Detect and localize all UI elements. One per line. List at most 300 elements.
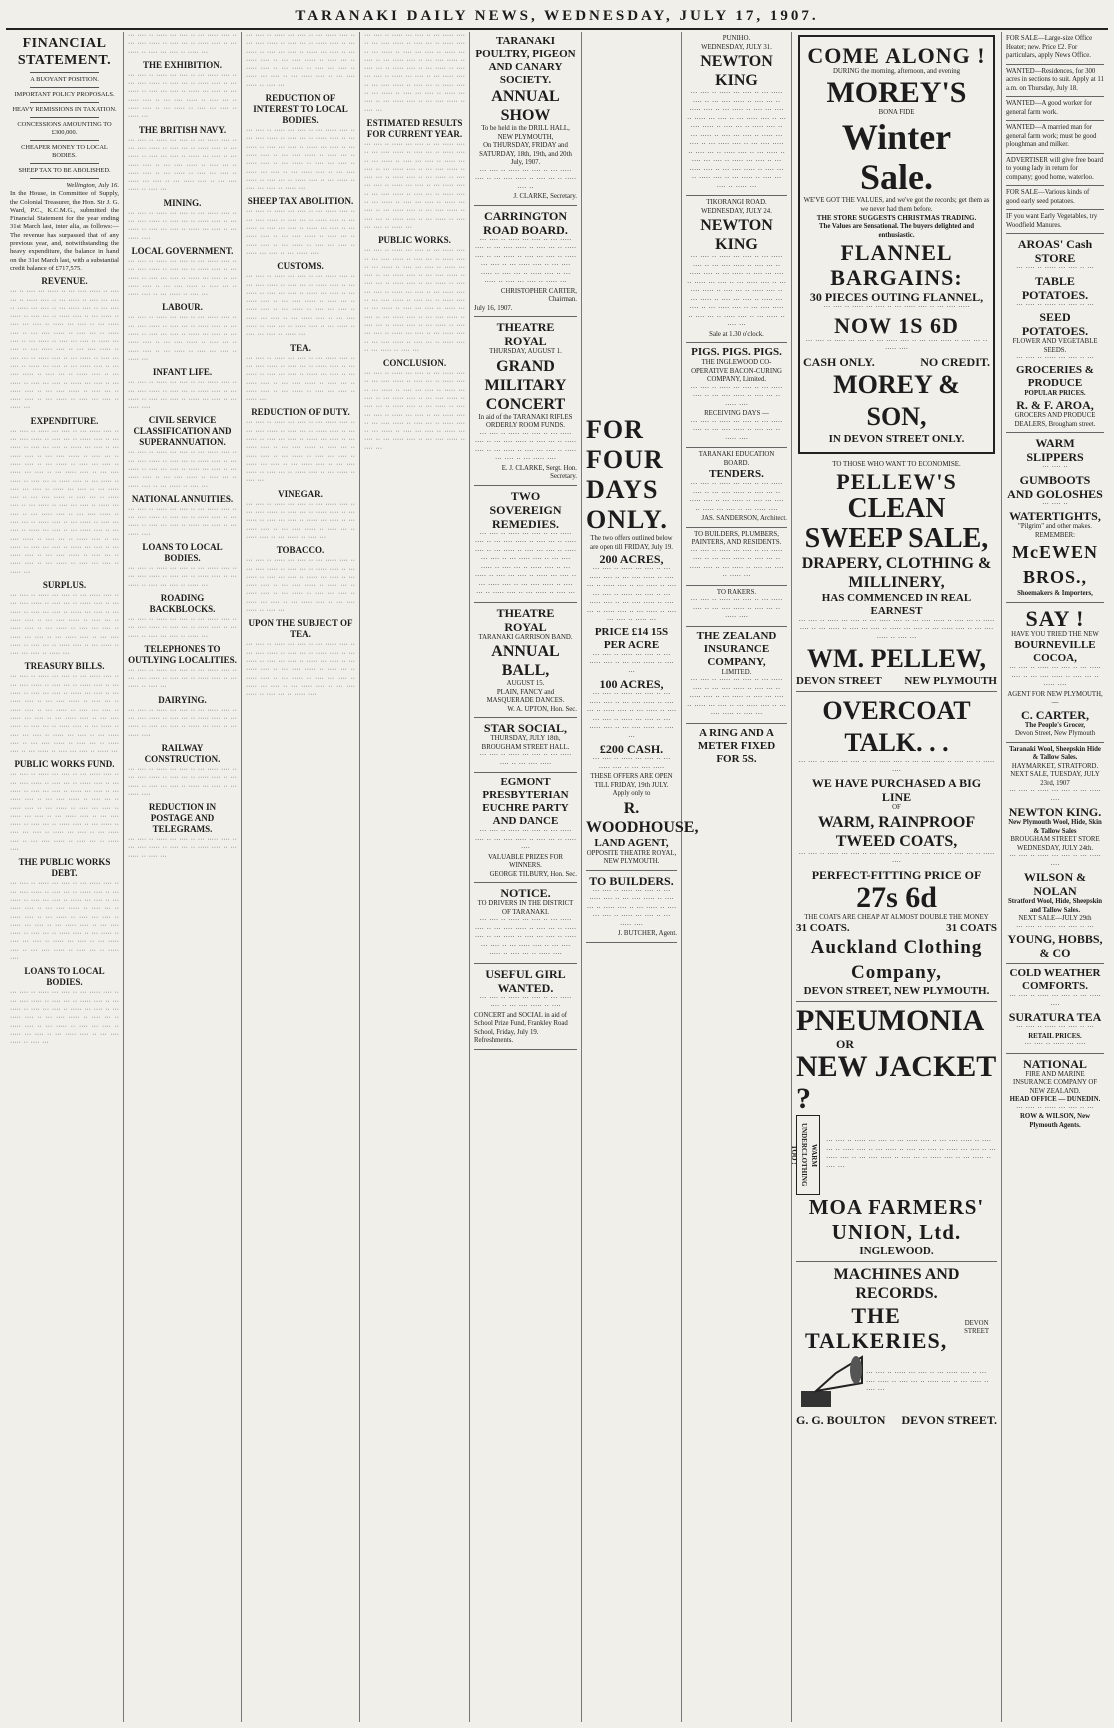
coat-price: 27s 6d [856,880,937,914]
national: NATIONAL [1023,1056,1087,1071]
section-labour: LABOUR. [162,302,203,313]
carter: C. CARTER, [1021,707,1089,722]
next-sale-2: WEDNESDAY, JULY 24th. [1016,844,1094,852]
carrington-title: CARRINGTON ROAD BOARD. [483,208,568,237]
newton-king: NEWTON KING. [1008,805,1102,819]
auckland-address: DEVON STREET, NEW PLYMOUTH. [803,985,990,997]
acres-2: 100 ACRES, [599,677,664,691]
next-sale-1: NEXT SALE, TUESDAY, JULY 23rd, 1907 [1010,771,1100,787]
purchased: WE HAVE PURCHASED A BIG LINE [811,776,982,804]
headline: FINANCIAL STATEMENT. [17,36,112,68]
builders-sign: J. BUTCHER, Agent. [617,930,677,937]
ad-body: ··· ···· ·· ····· ··· ···· ·· ··· ····· ···· ·· ··· ···· ····· ·· ···· ··· ·· ····· ···· [690,384,783,409]
section-exhibition: THE EXHIBITION. [142,59,223,70]
insurance-ad [686,627,787,724]
ball-title: ANNUAL BALL, [491,643,560,679]
talkeries-ad [796,1262,997,1430]
flannel-bargains: FLANNEL BARGAINS: [830,240,963,290]
new-plymouth: NEW PLYMOUTH [904,675,997,687]
section-customs: CUSTOMS. [277,261,324,272]
acres-1: 200 ACRES, [599,552,664,566]
sale-time: Sale at 1.30 o'clock. [709,330,764,338]
body-text: ··· ···· ·· ····· ··· ···· ·· ··· ····· ···· ·· ··· ···· ····· ·· ···· ··· ·· ····· ···· ·· ··· ····· ·· ···· ··· ···· ·· ····· ··· ···· ·· ··· ····· ···· ·· ··· ···· ····· ·· ···· ··· ·· ····· ···· ·· ··· ····· ·· ···· ··· ···· ·· ····· ··· ···· ·· ··· ····· ···· ·· ··· ···· ····· ·· ···· ··· [128,136,237,194]
ad-body: ··· ···· ·· ····· ··· ···· ·· ··· ····· ···· ·· ··· ···· ····· ·· ···· ··· ·· ····· ···· [798,850,995,866]
column-financial [6,32,124,1722]
row-wilson: ROW & WILSON, New Plymouth Agents. [1020,1113,1090,1129]
column-estimates [360,32,470,1722]
architect-sign: JAS. SANDERSON, Architect. [701,515,787,522]
subhead-3: HEAVY REMISSIONS IN TAXATION. [12,106,117,113]
section-sheep-tax: SHEEP TAX ABOLITION. [247,196,354,207]
gumboots: GUMBOOTS AND GOLOSHES [1007,472,1103,501]
machines-records: MACHINES AND RECORDS. [833,1266,960,1302]
body-text: ··· ···· ·· ····· ··· ···· ·· ··· ····· ···· ·· ··· ···· ····· ·· ···· ··· ·· ····· ···· ·· ··· ····· ·· ···· ··· ···· ·· ····· ··· ···· ·· ··· ····· ···· ·· ··· ···· ····· ·· ···· ··· ·· ····· ···· ·· ··· ····· ·· ···· ··· ···· ·· ····· ··· [128,71,237,121]
store-suggests: THE STORE SUGGESTS CHRISTMAS TRADING. [816,214,977,222]
notice-ad [474,883,577,964]
body-text: ··· ···· ·· ····· ··· ···· ·· ··· ····· ···· ·· ··· ···· ····· ·· ···· ··· ·· ····· ···· ·· ··· ····· ·· ···· ··· ···· ·· ····· ··· ···· ·· ··· ····· ···· ·· ··· ···· ····· ·· ···· ··· ·· ····· ···· ·· ··· ····· ·· ···· ··· ···· ·· ····· ··· ···· ·· ··· ····· ···· [246,208,355,257]
section-navy: THE BRITISH NAVY. [138,124,227,135]
classified-4 [1006,121,1104,154]
masthead-title: TARANAKI DAILY NEWS, WEDNESDAY, JULY 17, 1907. [295,8,819,24]
clean-sweep: CLEAN SWEEP SALE, [804,492,989,554]
body-text: ··· ···· ·· ····· ··· ···· ·· ··· ····· ···· ·· ··· ···· ····· ·· ···· ··· ·· ····· ···· ·· ··· ····· ·· ···· ··· ···· ·· ····· ··· ···· ·· ··· ····· ···· [128,209,237,242]
warm-coats: WARM, RAINPROOF TWEED COATS, [817,813,976,850]
ad-body: ··· ···· ·· ····· ··· ···· ·· ··· ····· ···· ·· ··· ···· ····· ·· ···· ··· ·· ····· ···· [690,418,783,443]
tikorangi-ad [686,196,787,343]
ad-body: ··· ···· ·· ····· ··· ···· ·· ··· ····· ···· ·· ··· ···· ····· [823,304,970,311]
bourneville: BOURNEVILLE COCOA, [1014,639,1096,664]
section-telephones: TELEPHONES TO OUTLYING LOCALITIES. [128,643,237,665]
theatre-aid: In aid of the TARANAKI RIFLES ORDERLY ROOM FUNDS. [478,413,573,429]
agent-name: R. WOODHOUSE, [586,799,699,836]
bona-fide: BONA FIDE [878,108,915,116]
national-sub: FIRE AND MARINE INSURANCE COMPANY OF NEW ZEALAND. [1012,1070,1098,1095]
aroas-store: AROAS' Cash STORE [1017,237,1093,265]
new-jacket: NEW JACKET ? [796,1050,996,1115]
drapery: DRAPERY, CLOTHING & MILLINERY, [801,554,992,591]
body-text: ··· ···· ·· ····· ··· ···· ·· ··· ····· ···· ·· ··· ···· ····· ·· ···· ··· ·· ····· ···· ·· ··· ····· ·· ···· ··· ···· ·· ····· ··· ···· ·· ··· ····· ···· ·· ··· ···· ····· ·· ···· ··· ·· ····· ···· ·· ··· ····· ·· ···· ··· ···· ·· ····· ··· ···· ·· ··· ····· ···· ·· ··· ···· ····· ·· ···· ··· ·· ····· ···· ·· ··· ····· ·· ···· ··· ···· ·· ····· ··· [246,273,355,339]
ad-body: ··· ···· ·· ····· ··· ···· ·· ··· ····· ···· ·· ··· ···· ····· ·· ···· ··· ·· ····· ···· ·· ··· ····· ·· ···· ··· ···· ·· ····· ··· ···· ·· ··· ····· ···· ·· ··· ···· ····· ·· ···· ··· ·· ····· ···· ·· ··· ····· ·· ···· ··· ···· ·· ····· ··· ···· ·· ··· ····· ···· ·· ··· ···· ····· ·· ···· ··· ·· ····· ···· ·· ··· ····· ·· ···· ··· ···· ·· ····· ··· ···· ·· ··· ····· ···· ·· ··· ···· ····· ·· ···· ··· ·· ····· ···· ·· ··· ····· ·· ···· ··· ···· ·· ····· ··· [687,90,786,191]
flower-seeds: FLOWER AND VEGETABLE SEEDS. [1012,338,1098,354]
boulton: G. G. BOULTON [796,1413,886,1427]
body-text: ··· ···· ·· ····· ··· ···· ·· ··· ····· ···· ·· ··· ···· ····· ·· ···· ··· ·· ····· ···· ·· ··· ····· ·· ···· ··· ···· ·· ····· ··· ···· ·· ··· ····· ···· [128,706,237,739]
section-revenue: REVENUE. [41,276,88,287]
star-social-ad [474,718,577,773]
ad-body: ··· ···· ·· ····· ··· ···· ·· ··· ····· ···· ·· ··· ···· ····· ·· ···· ··· [589,651,674,676]
concert-notice: CONCERT and SOCIAL in aid of School Prize Fund, Frankley Road School, Friday, July 19. Refreshments. [474,1011,568,1044]
wool-3: Stratford Wool, Hide, Sheepskin and Tallow Sales. [1007,898,1103,914]
sensational: The Values are Sensational. The buyers delighted and enthusiastic. [819,223,974,239]
ball-sign: W. A. UPTON, Hon. Sec. [507,705,577,713]
section-civil-service: CIVIL SERVICE CLASSIFICATION AND SUPERANNUATION. [133,415,232,448]
section-tobacco: TOBACCO. [276,545,325,556]
head-office: HEAD OFFICE — DUNEDIN. [1009,1096,1101,1103]
retail-prices: RETAIL PRICES. [1028,1032,1082,1040]
ad-body: ··· ···· ·· ····· ··· ···· ·· ··· ····· ···· [1009,788,1101,804]
subhead-5: CHEAPER MONEY TO LOCAL BODIES. [21,144,108,159]
ad-body: ··· ···· ·· ····· ··· ···· ·· ··· [1016,265,1094,272]
ad-body: ··· ···· ·· ····· ··· ···· [1024,1041,1086,1048]
ad-body: ··· ···· ·· ····· ··· ···· ·· ··· ····· ···· ·· ··· ···· ····· ·· ···· ··· ·· ····· ···· ·· ··· ····· ·· ···· ··· ···· ·· ····· ··· ···· ·· ··· ····· ···· ·· ··· ···· ····· ·· ···· ··· [798,617,995,642]
column-classifieds [1002,32,1108,1722]
section-loans-local: LOANS TO LOCAL BODIES. [142,542,223,564]
carter-address: Devon Street, New Plymouth [1014,730,1096,737]
classified-7 [1006,210,1104,234]
section-surplus: SURPLUS. [42,580,87,591]
national-insurance-ad [1006,1054,1104,1134]
column-auctions [682,32,792,1722]
ad-body: ··· ···· ·· ····· ··· ···· ·· ··· ····· ···· ·· ··· ···· ····· ·· ···· ··· ·· ····· ···· ·· ··· ····· ·· ···· ··· [866,1370,989,1395]
phonograph-icon [796,1353,866,1413]
of: OF [892,804,901,811]
ad-body: ··· ···· ·· ····· ··· ···· ·· ··· ····· ···· ·· ··· ···· ····· ·· ···· ··· ·· ····· ···· ·· ··· ····· ·· ···· ··· ···· ·· ····· ··· ···· ·· ··· ····· ···· ·· ··· ···· ····· ·· ···· ··· [687,677,786,718]
body-text: ··· ···· ·· ····· ··· ···· ·· ··· ····· ···· ·· ··· ···· ····· ·· ···· ··· ·· ····· ···· ·· ··· ····· ·· ···· ··· ···· ·· ····· ··· ···· ·· ··· ····· ···· ·· ··· ···· ····· ·· ···· ··· ·· ····· ···· ·· ··· ····· ·· ···· ··· ···· ·· ····· ··· ···· ·· ··· ····· ···· ·· ··· ···· ····· ·· ···· ··· ·· ····· ···· ·· ··· ····· ·· ···· ··· ···· ·· ····· ··· ···· ·· ··· ····· ···· ·· ··· ···· ····· ·· ···· ··· ·· ····· ···· [10,880,119,963]
section-infant-life: INFANT LIFE. [152,367,213,378]
body-text: ··· ···· ·· ····· ··· ···· ·· ··· ····· ···· ·· ··· ···· ····· ·· ···· ··· ·· ····· ···· ·· ··· ····· ·· ···· ··· ···· ·· ····· ··· ···· ·· ··· ····· ···· ·· ··· ···· ····· ·· ···· ··· ·· ····· ···· ·· ··· ····· ·· ···· ··· ···· ·· ····· ··· ···· ·· ··· ····· ···· ·· ··· ···· ····· ·· ···· ··· ·· ····· ···· ·· ··· ····· ·· ···· ··· ···· ·· ····· ··· ···· ·· ··· ····· ···· ·· ··· ···· ····· ·· ···· ··· [364,32,465,114]
moreys: MOREY'S [826,75,967,109]
ad-body: ··· ···· ·· ····· ··· ···· ·· ··· ····· ···· ·· ··· ···· ····· ·· ···· ··· ·· ····· ···· [798,759,995,775]
theatre-sign: E. J. CLARKE, Sergt. Hon. Secretary. [501,464,577,480]
star-venue: BROUGHAM STREET HALL. [481,743,570,751]
now-price: NOW 1S 6D [834,312,959,338]
poultry-show: ANNUAL SHOW [491,88,560,124]
section-postage: REDUCTION IN POSTAGE AND TELEGRAMS. [148,802,217,835]
body-text: ··· ···· ·· ····· ··· ···· ·· ··· ····· ···· ·· ··· ···· ····· ·· ···· ··· ·· ····· ···· ·· ··· ····· ·· ···· ··· ···· ·· ····· ··· ···· ·· ··· ····· ···· [128,505,237,538]
tikorangi-date: WEDNESDAY, JULY 24. [701,207,772,215]
remember: REMEMBER: [1034,531,1076,539]
warm-slippers: WARM SLIPPERS [1026,436,1084,464]
section-loans: LOANS TO LOCAL BODIES. [24,966,105,988]
body-text: ··· ···· ·· ····· ··· ···· ·· ··· ····· ···· ·· ··· ···· ····· ·· ···· ··· ·· ····· ···· ·· ··· ····· ·· ···· ··· ···· ·· ····· ··· ···· ·· ··· ····· ···· ·· ··· ···· ····· ·· ···· ··· ·· ····· ···· ·· ··· ····· ·· ···· ··· ···· ·· ····· ··· ···· ·· ··· ····· ···· ·· ··· ···· ····· ·· ···· ··· [246,557,355,615]
body-text: ··· ···· ·· ····· ··· ···· ·· ··· ····· ···· ·· ··· ···· ····· ·· ···· ··· ·· ····· ···· ·· ··· ····· ·· ···· ··· ···· ·· ····· ··· ···· ·· ··· ····· ···· ·· ··· ···· ····· ·· ···· ··· ·· ····· ···· ·· ··· ····· ·· ···· ··· ···· ·· ····· ··· ···· ·· ··· ····· ···· ·· ··· ···· ····· ·· ···· ··· ·· ····· ···· ·· ··· ····· ·· ···· ··· ···· ·· ····· ··· ···· ·· ··· ····· ···· ·· ··· ···· ····· ·· ···· ··· ·· ····· ···· ·· ··· ····· ·· ···· ··· ···· ·· ····· ··· [364,140,465,231]
section-railway: RAILWAY CONSTRUCTION. [144,742,221,764]
plumbers-ad [686,528,787,586]
peoples-grocer: The People's Grocer, [1024,721,1086,729]
section-expenditure: EXPENDITURE. [30,415,99,426]
ad-body: ··· ···· ·· ····· ··· ···· ·· ··· ····· ···· [1009,853,1101,869]
band-name: TARANAKI GARRISON BAND. [478,633,573,641]
newton-king-title: NEWTON KING [700,53,773,89]
ring-meter: A RING AND A METER FIXED FOR 5S. [697,726,776,765]
body-text: ··· ···· ·· ····· ··· ···· ·· ··· ····· ···· ·· ··· ···· ····· ·· ···· ··· ·· ····· ···· ·· ··· ····· ·· ···· ··· ···· ·· ····· ··· ···· ·· ··· ····· ···· [128,765,237,798]
during: DURING the morning, afternoon, and evening [832,68,961,75]
talkeries-street: DEVON STREET [964,1319,990,1335]
cheap: THE COATS ARE CHEAP AT ALMOST DOUBLE THE MONEY [804,913,989,921]
classified-text: FOR SALE—Large-size Office Heater; new. Price £2. For particulars, apply News Office. [1006,35,1093,59]
body-text: ··· ·· ···· ··· ····· ·· ··· ···· ····· ·· ···· ··· ·· ····· ···· ·· ··· ····· ·· ···· ··· ···· ·· ····· ··· ···· ·· ··· ····· ···· ·· ··· ···· ····· ·· ···· ··· ·· ····· ···· ·· ··· ····· ·· ···· ··· ···· ·· ····· ··· ···· ·· ··· ····· ···· ·· ··· ···· ····· ·· ···· ··· ·· ····· ···· ·· ··· ····· ·· ···· ··· ···· ·· ····· ··· ···· ·· ··· ····· ···· ·· ··· ···· ····· ·· ···· ··· ·· ····· ···· ·· ··· ····· ·· ···· ··· ···· ·· ····· ··· ···· ·· ··· ····· ···· ·· ··· ···· ····· ·· ···· ··· ·· ····· ···· ·· ··· ····· ·· ···· ··· ···· ·· ····· ··· ···· ·· ··· ····· ···· ·· ··· ···· ····· ·· ···· ··· ·· ····· ···· ·· ··· ····· ·· ···· ··· ···· ·· ····· ··· [10,288,119,412]
section-vinegar: VINEGAR. [278,488,323,499]
seed-potatoes: SEED POTATOES. [1021,310,1089,338]
notice-sub: TO DRIVERS IN THE DISTRICT OF TARANAKI. [477,900,574,916]
classified-text: WANTED—Residences, for 300 acres in sections to suit. Apply at 11 a.m. on Thursday, July 18. [1006,67,1104,92]
remedies-ad [474,486,577,603]
ad-body: ··· ···· ·· ····· ··· ···· ·· ··· ····· ···· ·· ··· ···· ····· ·· ···· [479,994,572,1010]
overcoat-talk: OVERCOAT TALK. . . [822,696,971,757]
winter-sale: Winter Sale. [841,117,952,197]
pneumonia-body [790,1115,997,1195]
wanted-ad [474,964,577,1050]
body-text: ··· ···· ·· ····· ··· ···· ·· ··· ····· ···· ·· ··· ···· ····· ·· ···· ··· ·· ····· ···· ·· ··· ····· ·· ···· ··· ···· ·· ····· ··· ···· ·· ··· ····· ···· ·· ··· ···· ····· ·· ···· ··· ·· ····· ···· ·· ··· ····· ·· ···· ··· ···· ·· ····· ··· ···· ·· ··· ····· ···· ·· ··· ···· ····· ·· ···· ··· ·· ····· ···· ·· ··· ····· ·· ···· ··· ···· ·· ····· ··· ···· ·· ··· ····· ···· ·· ··· ···· ····· ·· ···· ··· ·· ····· ···· [10,771,119,854]
body-text: ··· ···· ·· ····· ··· ···· ·· ··· ····· ···· ·· ··· ···· ····· ·· ···· ··· ·· ····· ···· ·· ··· ····· ·· ···· ··· ···· ·· ····· ··· [128,615,237,640]
body-text: ··· ···· ·· ····· ··· ···· ·· ··· ····· ···· ·· ··· ···· ····· ·· ···· ··· ·· ····· ···· ·· ··· ····· ·· ···· ··· ···· ·· ····· ··· ···· ·· ··· ····· ···· ·· ··· ···· ····· ·· ···· ··· ·· ····· ···· ·· ··· ····· ·· ···· ··· ···· ·· ····· ··· [128,314,237,363]
morey-winter-sale-ad [798,35,995,454]
ball-date: AUGUST 15. [506,680,545,687]
puniho: PUNIHO. [722,35,751,42]
ad-body: ··· ···· ·· ····· ··· ···· ·· ··· ····· ···· ·· ··· ···· ····· ·· ···· ··· ·· ····· ···· [1009,665,1101,689]
four-days: FOR FOUR DAYS ONLY. [586,415,668,534]
body-text: ··· ···· ·· ····· ··· ···· ·· ··· ····· ···· ·· ··· ···· ····· ·· ···· ··· ·· ····· ···· ·· ··· ····· ·· ···· ··· ···· ·· ····· ··· [128,565,237,589]
classified-2 [1006,65,1104,98]
these-offers: THESE OFFERS ARE OPEN TILL FRIDAY, 19th JULY. [590,773,673,789]
insurance-title: THE ZEALAND INSURANCE COMPANY, [696,629,777,668]
coats-31-left: 31 COATS. [796,922,850,934]
ad-body: ··· ···· ·· ····· ··· ···· ·· ··· [1016,1104,1094,1112]
moa-farmers: MOA FARMERS' UNION, Ltd. [808,1195,985,1244]
classified-3 [1006,97,1104,121]
coats-row [796,922,997,935]
say: SAY ! [1025,605,1085,631]
come-along: COME ALONG ! [807,43,986,68]
body-text: ··· ···· ·· ····· ··· ···· ·· ··· ····· ···· ·· ··· ···· ····· ·· ···· ··· ·· ····· ···· ·· ··· ····· ·· ···· ··· [128,666,237,691]
masthead [6,4,1108,30]
wool-2: New Plymouth Wool, Hide, Skin & Tallow Sales [1008,819,1102,835]
education-board: TARANAKI EDUCATION BOARD. [698,451,775,467]
body-text: ··· ···· ·· ····· ··· ···· ·· ··· ····· ···· ·· ··· ···· ····· ·· ···· ··· ·· ····· ···· ·· ··· ····· ·· ···· ··· ···· ·· ····· ··· ···· ·· ··· ····· ···· ·· ··· ···· ····· ·· ···· ··· ·· ····· ···· ·· ··· ····· ·· ···· ··· ···· ·· ····· ··· ···· ·· ··· ····· ···· ·· ··· ···· ····· ·· ···· ··· ·· ····· ···· ·· ··· ····· ·· ···· ··· ···· ·· ····· ··· [246,127,355,193]
two-offers: The two offers outlined below are open till FRIDAY, July 19. [590,535,673,551]
coats-31-right: 31 COATS [946,922,997,934]
subhead-6: SHEEP TAX TO BE ABOLISHED. [18,167,111,174]
tried: HAVE YOU TRIED THE NEW [1011,630,1099,638]
body-text: ··· ···· ·· ····· ··· ···· ·· ··· ····· ···· ·· ··· ···· ····· ·· ···· ··· ·· ····· ···· ·· ··· ····· ·· ···· ··· ···· ·· ····· ··· ···· ·· ··· ····· ···· ·· ··· ···· ····· ·· ···· ··· ·· ····· ···· ·· ··· ····· ·· ···· ··· ···· ·· ····· ··· ···· ·· ··· ····· ···· ·· ··· ···· ····· ·· ···· ··· ·· ····· ···· ·· ··· ····· ·· ···· ··· ···· ·· ····· ··· ···· ·· ··· ····· ···· ·· ··· ···· ····· ·· ···· ··· [364,370,465,452]
body-text: ··· ···· ·· ····· ··· ···· ·· ··· ····· ···· ·· ··· ···· ····· ·· ···· ··· ·· ····· ···· ·· ··· ····· ·· ···· ··· ···· ·· ····· ··· [128,32,237,56]
poultry-venue: To be held in the DRILL HALL, NEW PLYMOUTH, [481,125,570,141]
section-conclusion: CONCLUSION. [382,358,447,369]
theatre-date: THURSDAY, AUGUST 1. [489,348,562,355]
pigs-title: PIGS. PIGS. PIGS. [691,346,782,358]
section-mining: MINING. [163,197,202,208]
price-1: PRICE £14 15S PER ACRE [594,625,669,651]
ad-body: ··· ···· ·· [1042,464,1068,471]
lead-paragraph: In the House, in Committee of Supply, the Colonial Treasurer, the Hon. Sir J. G. Ward, P.C., K.C.M.G., submitted the Financial Statement for the year ending 31st March last, inter alia, as follows:— The revenue has surpassed that of any previous year, and, notwithstanding the heavy expenditure, the balance in hand on the 31st March last, with a substantial credit balance of £717,575. [10,190,119,272]
classified-text: WANTED—A good worker for general farm work. [1006,100,1092,116]
section-dairying: DAIRYING. [158,694,207,705]
builders-title: TO BUILDERS. [589,873,674,888]
ad-body: ··· ···· ·· ····· ··· ···· ·· ··· ····· ···· ·· ··· ···· ····· [479,752,572,768]
wanted-title: USEFUL GIRL WANTED. [485,966,566,995]
talkeries-row [796,1303,997,1353]
body-text: ··· ···· ·· ····· ··· ···· ·· ··· ····· ···· ·· ··· ···· ····· ·· ···· ··· ·· ····· ···· ·· ··· ····· ·· ···· ··· ···· ·· ····· ··· ···· ·· ··· ····· ···· ·· ··· ···· ····· ·· ···· ··· ·· ····· ···· ·· ··· ····· ·· ···· ··· ···· ·· ····· ··· ···· ·· ··· ····· ···· ·· ··· ···· ····· ·· ···· ··· ·· ····· ···· ·· ··· ····· ·· ···· ··· ···· ·· ····· ··· ···· ·· ··· ····· ···· ·· ··· ···· ····· ·· ···· ··· ·· ····· ···· ·· ··· ····· ·· ···· ··· ···· ·· ····· ··· ···· ·· ··· ····· ···· ·· ··· ···· ····· ·· ···· ··· ·· ····· ···· ·· ··· ····· ·· ···· ··· [364,247,465,354]
young-hobbs: YOUNG, HOBBS, & CO [1007,932,1103,960]
section-works-debt: THE PUBLIC WORKS DEBT. [18,857,111,879]
ad-body: ··· ···· ·· ····· ··· ···· ·· ··· ····· ···· ·· ··· ···· ····· ·· ···· ··· ·· ····· ···· [474,828,577,852]
poultry-title: TARANAKI POULTRY, PIGEON AND CANARY SOCIETY. [475,35,576,86]
wool-1: Taranaki Wool, Sheepskin Hide & Tallow Sales. [1009,745,1101,761]
rakers-ad [686,586,787,627]
inglewood-company: THE INGLEWOOD CO-OPERATIVE BACON-CURING COMPANY, Limited. [691,359,782,383]
section-duty: REDUCTION OF DUTY. [251,407,350,418]
subhead-2: IMPORTANT POLICY PROPOSALS. [14,91,115,98]
insurance-sub: LIMITED. [721,668,752,676]
star-date: THURSDAY, JULY 18th, [490,735,561,742]
wool-1-sub: HAYMARKET, STRATFORD. [1011,762,1099,770]
builders-ad [586,871,677,943]
section-local-govt: LOCAL GOVERNMENT. [131,245,234,256]
overcoat-ad [796,692,997,1002]
poultry-sign: J. CLARKE, Secretary. [513,193,577,200]
theatre-event: GRAND MILITARY CONCERT [484,357,567,413]
body-text: ··· ···· ·· ····· ··· ···· ·· ··· ····· ···· ·· ··· ···· ····· ·· ···· ··· ·· ····· ···· ·· ··· ····· ·· ···· ··· [128,836,237,860]
pneumonia-ad [790,1002,997,1262]
ad-body: ··· ···· ·· ····· ··· ···· ·· ··· [1016,301,1094,309]
talkeries: THE TALKERIES, [804,1303,948,1353]
rf-aroa: R. & F. AROA, [1016,398,1094,412]
agent-address: OPPOSITE THEATRE ROYAL, NEW PLYMOUTH. [586,849,677,865]
next-sale-3: NEXT SALE—JULY 29th [1018,915,1092,922]
ad-body: ··· ···· ·· ····· ··· ···· ·· ··· ····· ···· ·· ··· ···· ····· ·· ···· ··· ·· ····· ···· ·· ··· ····· ·· ···· ··· ···· ·· ····· ··· ···· ·· ··· ····· ···· ·· ··· ···· ····· ·· ···· ··· ·· ····· ···· ·· ··· ····· ·· ···· ··· ···· ·· ····· ··· ···· ·· ··· ····· ···· ·· ··· ···· ····· ·· ···· ··· ·· ····· ···· ·· ··· ····· ·· ···· ··· [474,530,577,597]
moa-inglewood: INGLEWOOD. [859,1245,934,1257]
newspaper-page [6,4,1108,1724]
puniho-date: WEDNESDAY, JULY 31. [701,43,772,51]
wool-sales-ad [1006,743,1104,965]
aroas-ad [1006,234,1104,433]
devon-only: IN DEVON STREET ONLY. [828,432,965,445]
pigs-ad [686,343,787,448]
no-credit: NO CREDIT. [920,354,990,369]
notice-title: NOTICE. [500,886,551,900]
auckland-clothing: Auckland Clothing Company, [810,937,983,983]
body-text: ··· ···· ·· ····· ··· ···· ·· ··· ····· ···· ·· ··· ···· ····· ·· ···· ··· ·· ····· ···· ·· ··· ····· ·· ···· ··· ···· ·· ····· ··· ···· ·· ··· ····· ···· ·· ··· ···· ····· ·· ···· ··· ·· ····· ···· ·· ··· ····· ·· ···· ··· [128,257,237,299]
body-text: ··· ···· ·· ····· ··· ···· ·· ··· ····· ···· ·· ··· ···· ····· ·· ···· ··· ·· ····· ···· ·· ··· ····· ·· ···· ··· ···· ·· ····· ··· ···· ·· ··· ····· ···· [128,379,237,412]
poultry-show-ad [474,32,577,206]
body-text: ··· ···· ·· ····· ··· ···· ·· ··· ····· ···· ·· ··· ···· ····· ·· ···· ··· ·· ····· ···· ·· ··· ····· ·· ···· ··· ···· ·· ····· ··· ···· ·· ··· ····· ···· ·· ··· ···· ····· ·· ···· ··· ·· ····· ···· ·· ··· ····· ·· ···· ··· ···· ·· ····· ··· [246,354,355,404]
ad-body: ··· ···· ·· ····· ··· ···· ·· ··· ····· ···· ·· ··· ···· ····· ·· ···· ··· ·· ····· ···· ·· ··· ····· ·· ···· ··· ···· ·· ····· ··· ···· ·· ··· ····· ···· [474,430,577,463]
newton-king-title: NEWTON KING [700,217,773,253]
ad-body: ··· ···· ·· ····· ··· ···· ·· ··· ····· ···· ·· ··· ···· ····· ·· ···· ··· ·· ····· ···· ·· ··· ····· ·· ···· ··· ···· ·· ····· ··· ···· ·· ··· ····· ···· [689,481,784,514]
brougham-store: BROUGHAM STREET STORE [1010,836,1100,843]
star-title: STAR SOCIAL, [483,721,568,735]
garrison-ball-ad [474,603,577,719]
wm-pellew: WM. PELLEW, [807,644,986,673]
body-text: ··· ···· ·· ····· ··· ···· ·· ··· ····· ···· ·· ··· ···· ····· ·· ···· ··· ·· ····· ···· ·· ··· ····· ·· ···· ··· ···· ·· ····· ··· ···· ·· ··· ····· ···· ·· ··· ···· ····· ·· ···· ··· ·· ····· ···· ·· ··· ····· ·· ···· ··· ···· ·· ····· ··· ···· ·· ··· ····· ···· ·· ··· ···· ····· ·· ···· ··· ·· ····· ···· ·· ··· ····· ·· ···· ··· ···· ·· ····· ··· [10,592,119,658]
boulton-street: DEVON STREET. [901,1413,997,1427]
morey-son: MOREY & SON, [833,369,960,431]
cold-weather: COLD WEATHER COMFORTS. [1009,967,1101,992]
euchre-sign: GEORGE TILBURY, Hon. Sec. [489,870,577,878]
body-text: ··· ···· ·· ····· ··· ···· ·· ··· ····· ···· ·· ··· ···· ····· ·· ···· ··· ·· ····· ···· ·· ··· ····· ·· ···· ··· ···· ·· ····· ··· ···· ·· ··· ····· ···· ·· ··· ···· ····· ·· ···· ··· ·· ····· ···· ·· ··· ····· ·· ···· ··· ···· ·· ····· ··· ···· ·· ··· ····· ···· ·· ··· ···· ····· ·· ···· ··· [10,989,119,1047]
classified-text: WANTED—A married man for general farm work; must be good ploughman and milker. [1006,124,1097,148]
pellew-address [796,675,997,688]
body-text: ··· ···· ·· ····· ··· ···· ·· ··· ····· ···· ·· ··· ···· ····· ·· ···· ··· ·· ····· ···· ·· ··· ····· ·· ···· ··· ···· ·· ····· ··· ···· ·· ··· ····· ···· ·· ··· ···· ····· ·· ···· ··· ·· ····· ···· ·· ··· ····· ·· ···· ··· [128,449,237,490]
apply-only: Apply only to [612,790,651,797]
land-offer-ad [586,412,699,871]
cocoa-ad [1006,603,1104,743]
tikorangi: TIKORANGI ROAD. [706,199,767,206]
groceries: GROCERIES & PRODUCE [1016,363,1094,389]
suratura-tea: SURATURA TEA [1008,1010,1102,1024]
euchre-ad [474,773,577,883]
body-text: ··· ···· ·· ····· ··· ···· ·· ··· ····· ···· ·· ··· ···· ····· ·· ···· ··· ·· ····· ···· ·· ··· ····· ·· ···· ··· ···· ·· ····· ··· ···· ·· ··· ····· ···· ·· ··· ···· ····· ·· ···· ··· ·· ····· ···· ·· ··· ····· ·· ···· ··· ···· ·· ····· ··· ···· ·· ··· ····· ···· ·· ··· ···· ····· ·· ···· ··· ·· ····· ···· ·· ··· ····· ·· ···· ··· ···· ·· ····· ··· ···· ·· ··· ····· ···· ·· ··· ···· ····· ·· ···· ··· ·· ····· ···· ·· ··· ····· ·· ···· ··· ···· ·· ····· ··· ···· ·· ··· ····· ···· ·· ··· ···· ····· ·· ···· ··· ·· ····· ···· ·· ··· ····· ·· ···· ··· ···· ·· ····· ··· ···· ·· ··· ····· ···· ·· ··· ···· ····· ·· ···· ··· ·· ····· ···· ·· ··· ····· ·· ···· ··· ···· ·· ····· ··· ···· ·· ··· ····· ···· ·· ··· ···· ····· ·· ···· ··· ·· ····· ···· ·· ··· ····· ·· ···· ··· ···· ·· ····· ··· [10,427,119,576]
outing-flannel: 30 PIECES OUTING FLANNEL, [809,290,984,304]
wilson-nolan: WILSON & NOLAN [1023,870,1087,898]
classified-text: IF you want Early Vegetables, try Woodfield Manures. [1006,213,1098,229]
or: OR [836,1037,854,1051]
subhead-1: A BUOYANT POSITION. [30,76,99,83]
plumbers-title: TO BUILDERS, PLUMBERS, PAINTERS, AND RESIDENTS. [691,530,782,546]
body-text: ··· ···· ·· ····· ··· ···· ·· ··· ····· ···· ·· ··· ···· ····· ·· ···· ··· ·· ····· ···· ·· ··· ····· ·· ···· ··· ···· ·· ····· ··· ···· ·· ··· ····· ···· ·· ··· ···· ····· ·· ···· ··· ·· ····· ···· ·· ··· ····· ·· ···· ··· ···· ·· ····· ··· ···· ·· ··· ····· ···· ·· ··· ···· ····· ·· ···· ··· ·· ····· ···· ·· ··· ····· ·· ···· ··· ···· ·· ····· ··· ···· ·· ··· ····· ···· ·· ··· ···· ····· ·· ···· ··· ·· ····· ···· ·· ··· ····· ·· ···· ··· ···· ·· ····· ··· [10,673,119,756]
ad-body: ··· ···· ·· ····· ··· ···· ·· ··· [1016,1024,1094,1031]
pellew-sale-ad [796,457,997,693]
pneumonia: PNEUMONIA [796,1004,985,1037]
economise: TO THOSE WHO WANT TO ECONOMISE. [832,459,961,468]
ad-body: ··· ···· ·· [1042,500,1068,508]
ad-body: ··· ···· ·· ····· ··· ···· ·· ··· ····· ···· ·· ··· ···· ····· ·· ···· ··· ·· ····· ···· ·· ··· ····· ·· ···· ··· ···· ·· ····· ··· [689,547,784,580]
agent-role: LAND AGENT, [594,836,669,849]
receiving-days: RECEIVING DAYS — [704,410,769,417]
theatre-title: THEATRE ROYAL [496,320,555,348]
ad-body: ··· ···· ·· ····· ··· ···· ·· ··· ····· ···· ·· ··· ···· ····· [592,756,671,772]
puniho-ad [686,32,787,196]
section-roading: ROADING BACKBLOCKS. [149,592,216,614]
column-display-ads [792,32,1002,1722]
devon-street: DEVON STREET [796,675,882,687]
price-2: £200 CASH. [599,742,664,756]
meter-ad [686,724,787,769]
column-notices [470,32,582,1722]
values: WE'VE GOT THE VALUES, and we've got the records; get them as we never had them before. [803,197,990,213]
military-concert-ad [474,317,577,486]
ad-body: ··· ···· ·· ····· ··· ···· ·· ··· [1016,355,1094,362]
euchre-title: EGMONT PRESBYTERIAN EUCHRE PARTY AND DANCE [482,776,569,827]
poultry-dates: On THURSDAY, FRIDAY and SATURDAY, 18th, 19th, and 20th July, 1907. [479,142,572,166]
section-treasury: TREASURY BILLS. [24,661,105,672]
section-estimates: ESTIMATED RESULTS FOR CURRENT YEAR. [366,117,463,139]
mcewen-bros: McEWEN BROS., [1012,542,1098,587]
cash-only: CASH ONLY. [803,354,875,369]
rf-aroa-sub: GROCERS AND PRODUCE DEALERS, Brougham street. [1014,412,1096,428]
classified-6 [1006,186,1104,210]
classified-5 [1006,154,1104,187]
education-ad [686,448,787,528]
ad-body: ··· ···· ·· ····· ··· ···· ·· ··· ····· ···· ·· ··· ···· ····· ·· ···· ··· ·· ····· ···· ·· ··· ····· ·· ···· ··· ···· ·· ····· ··· ···· ·· ··· ····· ···· ·· ··· ···· ····· ·· ···· ··· ·· ····· ···· ·· ··· ····· ·· ···· ··· [826,1138,996,1171]
section-annuities: NATIONAL ANNUITIES. [131,493,234,504]
theatre-title: THEATRE ROYAL [496,605,555,634]
table-potatoes: TABLE POTATOES. [1021,273,1089,302]
boulton-row [796,1413,997,1427]
popular-prices: POPULAR PRICES. [1024,389,1086,397]
ad-body: ··· ···· ·· ····· ··· ···· ·· ··· ····· ···· ·· ··· ···· ····· ·· ···· ··· ·· ····· ···· ·· ··· ····· ·· ···· ··· ···· ·· ····· ··· ···· ·· ··· ····· ···· ·· ··· ···· ····· ·· ···· ··· ·· ····· ···· ·· ··· ····· ·· ···· ··· ···· ·· ····· ··· [474,236,577,286]
commenced: HAS COMMENCED IN REAL EARNEST [821,591,972,617]
subhead-4: CONCESSIONS AMOUNTING TO £300,000. [17,121,112,136]
phonograph-row [796,1353,997,1413]
watertights: WATERTIGHTS, [1009,509,1101,523]
shoemakers: Shoemakers & Importers, [1017,590,1093,597]
prizes: VALUABLE PRIZES FOR WINNERS. [487,853,564,869]
carrington-sign: CHRISTOPHER CARTER, Chairman. [500,287,577,303]
section-public-works: PUBLIC WORKS FUND. [14,759,115,770]
tenders-title: TENDERS. [709,468,764,480]
column-policy [124,32,242,1722]
section-tea-subject: UPON THE SUBJECT OF TEA. [248,618,353,640]
column-taxation [242,32,360,1722]
ad-body: ··· ···· ·· ····· ··· ···· ·· ··· ····· ···· [1009,993,1101,1009]
body-text: ··· ···· ·· ····· ··· ···· ·· ··· ····· ···· ·· ··· ···· ····· ·· ···· ··· ·· ····· ···· ·· ··· ····· ·· ···· ··· ···· ·· ····· ··· ···· ·· ··· ····· ···· ·· ··· ···· ····· ·· ···· ··· ·· ····· ···· ·· ··· ····· ·· ···· ··· [246,500,355,541]
body-text: ··· ···· ·· ····· ··· ···· ·· ··· ····· ···· ·· ··· ···· ····· ·· ···· ··· ·· ····· ···· ·· ··· ····· ·· ···· ··· ···· ·· ····· ··· ···· ·· ··· ····· ···· ·· ··· ···· ····· ·· ···· ··· ·· ····· ···· ·· ··· ····· ·· ···· ··· ···· ·· ····· ··· ···· ·· ··· ····· ···· ·· ··· ···· ····· ·· ···· ··· [246,32,355,89]
dateline: Wellington, July 16. [66,182,119,189]
ad-body: ··· ···· ·· ····· ··· ···· ·· ··· ····· ···· ·· ··· ···· ····· ·· ···· ··· ·· ····· ···· ·· [474,167,577,192]
remedies-title: TWO SOVEREIGN REMEDIES. [489,488,562,531]
ad-body: ··· ···· ·· ····· ··· ···· ·· ··· ····· ···· ·· ··· ···· ····· ·· ···· ··· ·· ····· ···· ·· ··· ····· ·· ···· ··· ···· ·· ····· ··· ···· ·· ··· ····· ···· ·· ··· ···· ····· ·· ···· ··· ·· ····· ···· ·· ··· ····· ·· ···· ··· ···· ·· ····· ··· ···· ·· ··· ····· ···· ·· ··· ···· ····· ·· ···· ··· ·· ····· ···· ·· ··· ····· ·· ···· ··· [687,254,786,329]
section-interest: REDUCTION OF INTEREST TO LOCAL BODIES. [253,93,348,126]
